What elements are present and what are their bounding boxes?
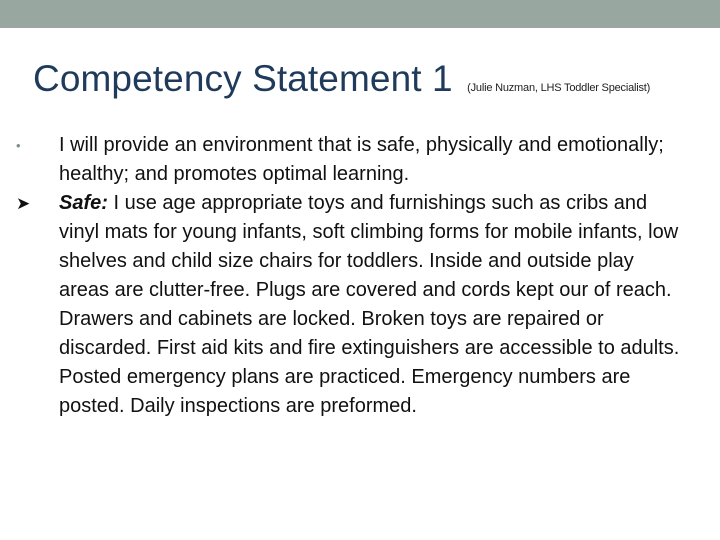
slide-content	[16, 131, 686, 421]
bullet-label: Safe:	[59, 192, 108, 214]
bullet-text-safe	[59, 189, 686, 421]
bullet-dot-icon: •	[16, 138, 21, 153]
arrow-right-icon: ➤	[16, 194, 31, 213]
top-bar	[0, 0, 720, 28]
title-credit: (Julie Nuzman, LHS Toddler Specialist)	[467, 82, 651, 94]
bullet-text: I will provide an environment that is safe, physically and emotionally; healthy; and promotes optimal learning.	[59, 134, 664, 185]
slide-title: Competency Statement 1	[33, 58, 453, 99]
bullet-item	[16, 131, 686, 189]
title-row	[33, 58, 713, 100]
bullet-item	[16, 189, 686, 421]
bullet-body: I use age appropriate toys and furnishings such as cribs and vinyl mats for young infants, soft climbing forms for mobile infants, low shelves and child size chairs for toddlers. Inside and outside play areas are clutter-free. Plugs are covered and cords kept our of reach. Drawers and cabinets are locked. Broken toys are repaired or discarded. First aid kits and fire extinguishers are accessible to adults. Posted emergency plans are practiced. Emergency numbers are posted. Daily inspections are preformed.	[59, 192, 680, 417]
